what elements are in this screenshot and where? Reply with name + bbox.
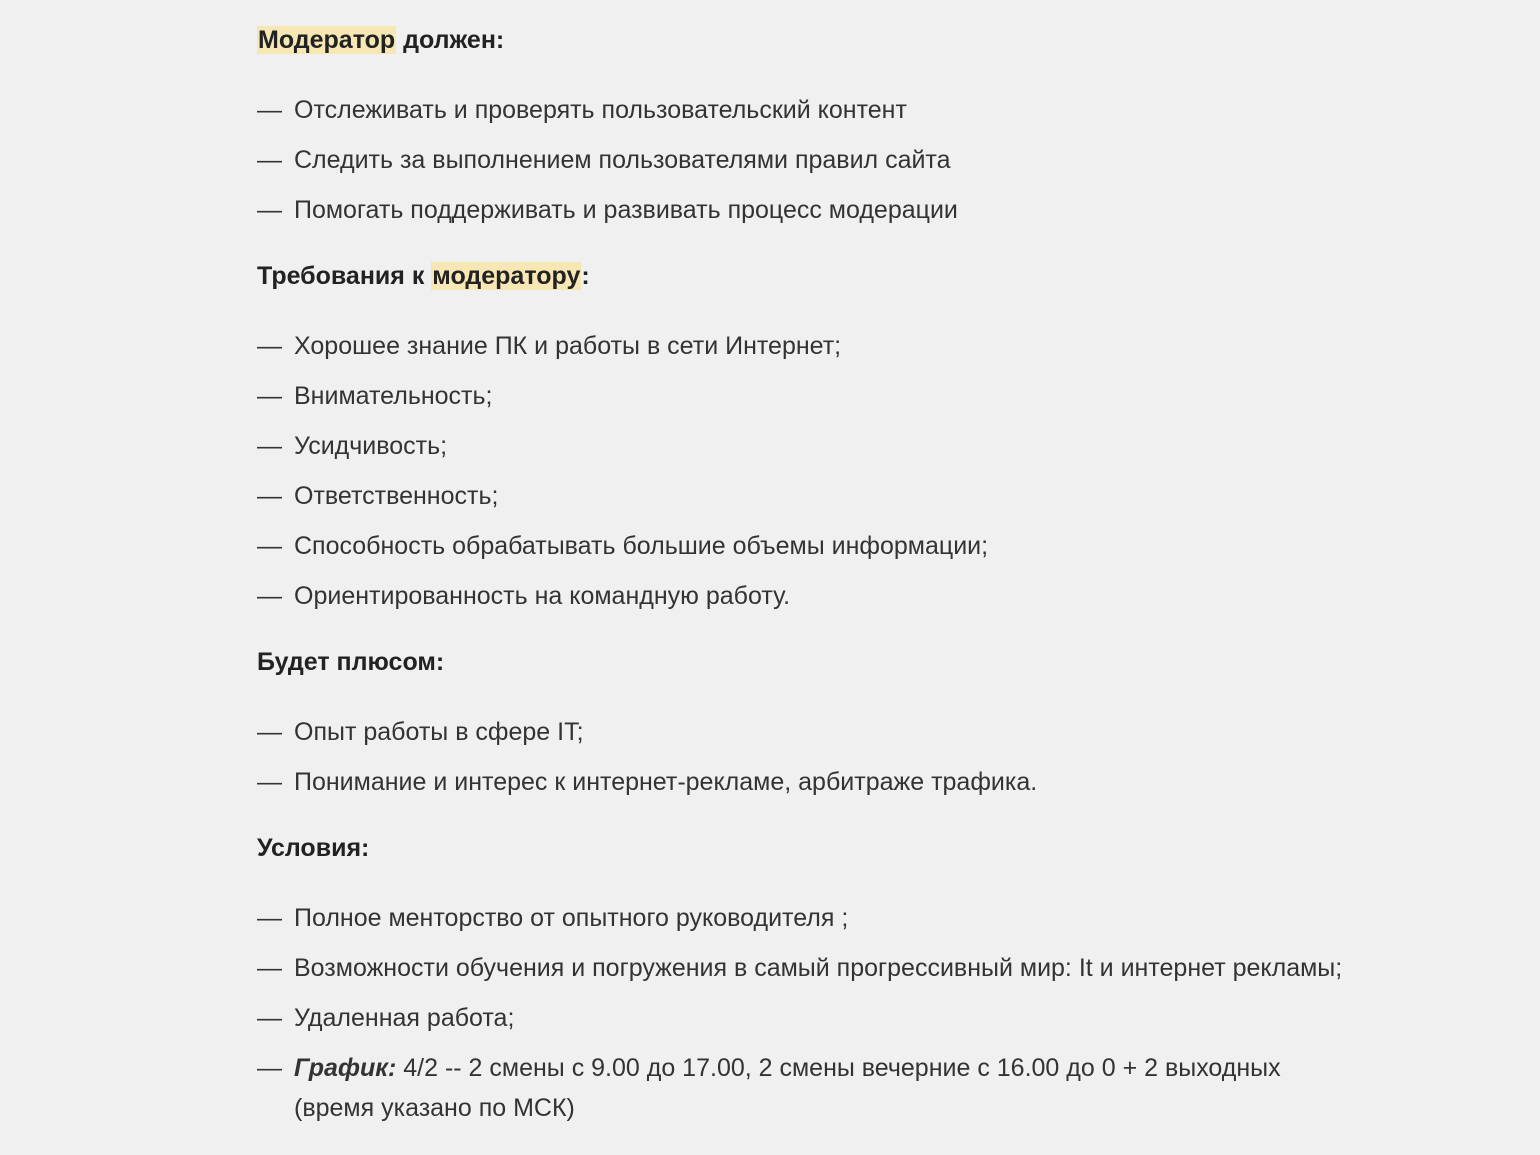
- dash-marker: —: [257, 196, 282, 224]
- dash-marker: —: [257, 96, 282, 124]
- duties-list: [257, 90, 1457, 230]
- dash-marker: —: [257, 1054, 282, 1082]
- list-item-text: Помогать поддерживать и развивать процесс модерации: [294, 196, 958, 224]
- heading-text: :: [581, 262, 590, 290]
- dash-marker: —: [257, 482, 282, 510]
- dash-marker: —: [257, 954, 282, 982]
- list-item-text: Ориентированность на командную работу.: [294, 582, 791, 610]
- dash-marker: —: [257, 146, 282, 174]
- list-item: [257, 476, 1457, 516]
- highlighted-term: Модератор: [258, 26, 396, 54]
- list-item-text: Внимательность;: [294, 382, 493, 410]
- list-item: [257, 526, 1457, 566]
- section-heading-plus: Будет плюсом:: [257, 648, 445, 676]
- list-item-text: Ответственность;: [294, 482, 499, 510]
- list-item-schedule: [257, 1048, 1324, 1128]
- list-item-text: Возможности обучения и погружения в самый прогрессивный мир: It и интернет рекламы;: [294, 954, 1343, 982]
- dash-marker: —: [257, 532, 282, 560]
- list-item: [257, 712, 1457, 752]
- list-item: [257, 576, 1457, 616]
- dash-marker: —: [257, 382, 282, 410]
- list-item: [257, 762, 1457, 802]
- list-item-text: Опыт работы в сфере IT;: [294, 718, 584, 746]
- vacancy-content: [257, 22, 1457, 1128]
- list-item-text: Следить за выполнением пользователями правил сайта: [294, 146, 951, 174]
- list-item: [257, 140, 1457, 180]
- dash-marker: —: [257, 718, 282, 746]
- heading-text: Требования к: [257, 262, 432, 290]
- list-item: [257, 376, 1457, 416]
- list-item-text: Понимание и интерес к интернет-рекламе, арбитраже трафика.: [294, 768, 1038, 796]
- section-heading-requirements: [257, 258, 1457, 294]
- list-item: [257, 898, 1457, 938]
- requirements-list: [257, 326, 1457, 616]
- list-item: [257, 998, 1457, 1038]
- dash-marker: —: [257, 332, 282, 360]
- dash-marker: —: [257, 432, 282, 460]
- list-item: [257, 190, 1457, 230]
- section-heading-moderator-duties: [257, 22, 1457, 58]
- highlighted-term: модератору: [432, 262, 581, 290]
- list-item: [257, 426, 1457, 466]
- list-item-text: Полное менторство от опытного руководителя ;: [294, 904, 849, 932]
- schedule-text: 4/2 -- 2 смены с 9.00 до 17.00, 2 смены вечерние с 16.00 до 0 + 2 выходных (время указано по МСК): [294, 1054, 1281, 1122]
- list-item-text: Усидчивость;: [294, 432, 448, 460]
- dash-marker: —: [257, 904, 282, 932]
- plus-list: [257, 712, 1457, 802]
- list-item-text: Способность обрабатывать большие объемы информации;: [294, 532, 989, 560]
- schedule-label: График:: [294, 1054, 397, 1082]
- dash-marker: —: [257, 768, 282, 796]
- list-item: [257, 948, 1457, 988]
- list-item-text: Хорошее знание ПК и работы в сети Интернет;: [294, 332, 842, 360]
- heading-text: должен:: [396, 26, 505, 54]
- dash-marker: —: [257, 1004, 282, 1032]
- conditions-list: [257, 898, 1457, 1128]
- dash-marker: —: [257, 582, 282, 610]
- list-item: [257, 90, 1457, 130]
- list-item-text: Удаленная работа;: [294, 1004, 515, 1032]
- list-item: [257, 326, 1457, 366]
- list-item-text: Отслеживать и проверять пользовательский контент: [294, 96, 907, 124]
- section-heading-conditions: Условия:: [257, 834, 370, 862]
